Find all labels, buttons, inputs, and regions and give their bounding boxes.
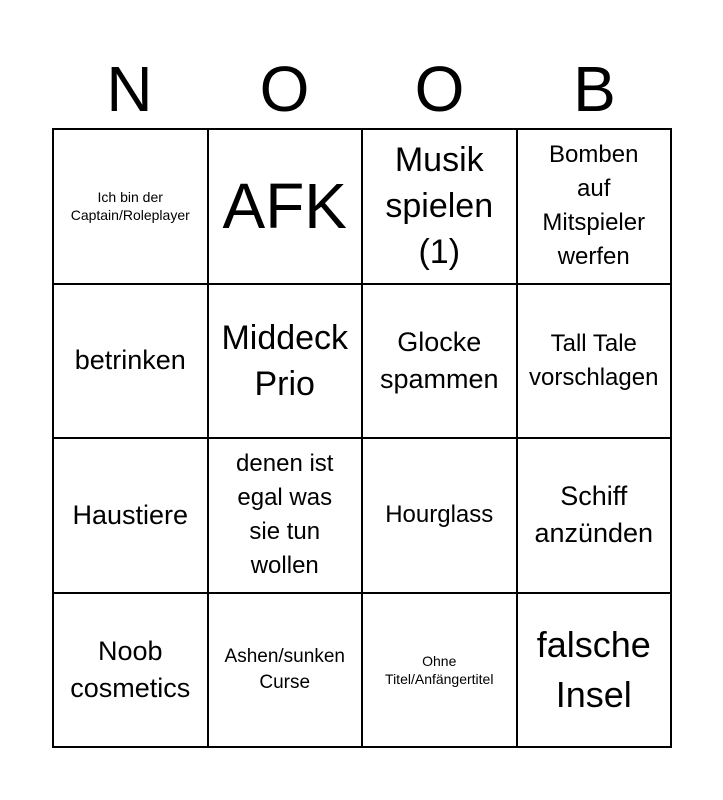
bingo-cell-r1c4[interactable]	[518, 130, 673, 285]
cell-text: Tall Tale vorschlagen	[529, 329, 659, 391]
cell-text: Haustiere	[72, 499, 189, 530]
cell-text: Schiff anzünden	[534, 481, 654, 549]
header-letter-o-2: O	[414, 53, 465, 125]
bingo-cell-r3c3[interactable]	[363, 439, 518, 594]
cell-text: Glocke spammen	[379, 326, 499, 394]
cell-text: Ich bin der Captain/Roleplayer	[70, 189, 190, 224]
bingo-cell-r4c2[interactable]	[209, 594, 364, 749]
header-letter-o-1: O	[259, 53, 310, 125]
header-letter-n: N	[106, 53, 153, 125]
header-letter-b: B	[573, 53, 616, 125]
bingo-cell-r2c3[interactable]	[363, 285, 518, 440]
bingo-cell-r1c2[interactable]	[209, 130, 364, 285]
bingo-cell-r2c4[interactable]	[518, 285, 673, 440]
bingo-cell-r3c4[interactable]	[518, 439, 673, 594]
cell-text: AFK	[222, 170, 347, 243]
cell-text: denen ist egal was sie tun wollen	[236, 450, 334, 580]
bingo-cell-r1c3[interactable]	[363, 130, 518, 285]
bingo-cell-r4c1[interactable]	[54, 594, 209, 749]
bingo-cell-r2c2[interactable]	[209, 285, 364, 440]
cell-text: Noob cosmetics	[70, 635, 191, 703]
cell-text: falsche Insel	[536, 623, 651, 715]
cell-text: Ohne Titel/Anfängertitel	[385, 652, 494, 687]
bingo-cell-r4c4[interactable]	[518, 594, 673, 749]
cell-text: Musik spielen (1)	[385, 141, 494, 272]
bingo-grid	[52, 128, 672, 748]
bingo-cell-r3c1[interactable]	[54, 439, 209, 594]
bingo-header	[52, 50, 672, 128]
cell-text: Bomben auf Mitspieler werfen	[542, 141, 646, 271]
cell-text: Ashen/sunken Curse	[224, 645, 345, 693]
cell-text: Middeck Prio	[221, 318, 349, 403]
cell-text: betrinken	[74, 345, 186, 376]
cell-text: Hourglass	[385, 501, 494, 529]
bingo-cell-r3c2[interactable]	[209, 439, 364, 594]
bingo-cell-r2c1[interactable]	[54, 285, 209, 440]
bingo-cell-r1c1[interactable]	[54, 130, 209, 285]
bingo-cell-r4c3[interactable]	[363, 594, 518, 749]
